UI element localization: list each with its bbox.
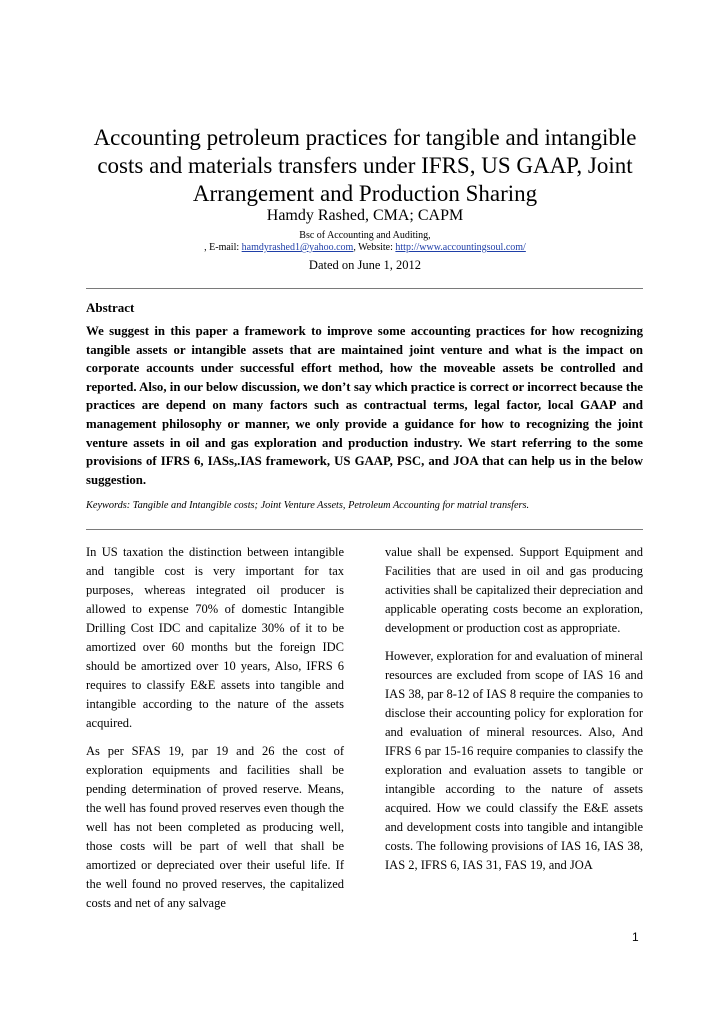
keywords-line: Keywords: Tangible and Intangible costs; Joint Venture Assets, Petroleum Accounting for matrial transfers. xyxy=(86,500,530,511)
paragraph: In US taxation the distinction between intangible and tangible cost is very important for tax purposes, whereas integrated oil producer is allowed to expense 70% of domestic Intangible Drilling Cost IDC and capitalize 30% of it to be amortized over 60 months but the foreign IDC should be amortized over 10 years, Also, IFRS 6 requires to classify E&E assets into tangible and intangible according to the nature of the assets acquired. xyxy=(86,545,344,730)
abstract-body: We suggest in this paper a framework to improve some accounting practices for how recognizing tangible assets or intangible assets that are maintained joint venture and what is the impact on corporate accounts under successful effort method, how the moveable assets be controlled and reported. Also, in our below discussion, we don’t say which practice is correct or incorrect because the practices are depend on many factors such as contractual terms, legal factor, local GAAP and management philosophy or manner, we only provide a guidance for how to recognizing the joint venture assets in oil and gas exploration and production industry. We start referring to the some provisions of IFRS 6, IASs,.IAS framework, US GAAP, PSC, and JOA that can help us in the below suggestion. xyxy=(86,324,643,487)
date-line: Dated on June 1, 2012 xyxy=(308,258,422,272)
right-column xyxy=(385,543,643,884)
divider-top xyxy=(86,288,643,289)
website-prefix: , Website: xyxy=(353,242,396,253)
website-link[interactable]: http://www.accountingsoul.com/ xyxy=(395,242,526,253)
paragraph: However, exploration for and evaluation of mineral resources are excluded from scope of IAS 16 and IAS 38, par 8-12 of IAS 8 require the companies to disclose their accounting policy for exploration for and evaluation of mineral resources. Also, And IFRS 6 par 15-16 require companies to classify the exploration and evaluation assets to tangible or intangible according to the nature of assets acquired. How we could classify the E&E assets and development costs into tangible and intangible costs. The following provisions of IAS 16, IAS 38, IAS 2, IFRS 6, IAS 31, FAS 19, and JOA xyxy=(385,649,643,872)
left-column xyxy=(86,543,344,922)
abstract-heading: Abstract xyxy=(86,300,135,315)
author-affiliation: Bsc of Accounting and Auditing, xyxy=(299,230,431,241)
page-number: 1 xyxy=(632,930,639,944)
email-prefix: , E-mail: xyxy=(204,242,242,253)
email-link[interactable]: hamdyrashed1@yahoo.com xyxy=(241,242,354,253)
contact-line xyxy=(80,242,650,253)
author-name: Hamdy Rashed, CMA; CAPM xyxy=(266,207,464,224)
paragraph: As per SFAS 19, par 19 and 26 the cost of exploration equipments and facilities shall be pending determination of proved reserve. Means, the well has found proved reserves even though the well has not been completed as producing well, those costs will be part of well that shall be amortized or depreciated over their useful life. If the well found no proved reserves, the capitalized costs and net of any salvage xyxy=(86,744,344,910)
divider-bottom xyxy=(86,529,643,530)
paragraph: value shall be expensed. Support Equipment and Facilities that are used in oil and gas producing activities shall be capitalized their depreciation and applicable operating costs become an exploration, development or production cost as appropriate. xyxy=(385,545,643,635)
paper-title: Accounting petroleum practices for tangible and intangible costs and materials transfers under IFRS, US GAAP, Joint Arrangement and Production Sharing xyxy=(93,125,637,206)
